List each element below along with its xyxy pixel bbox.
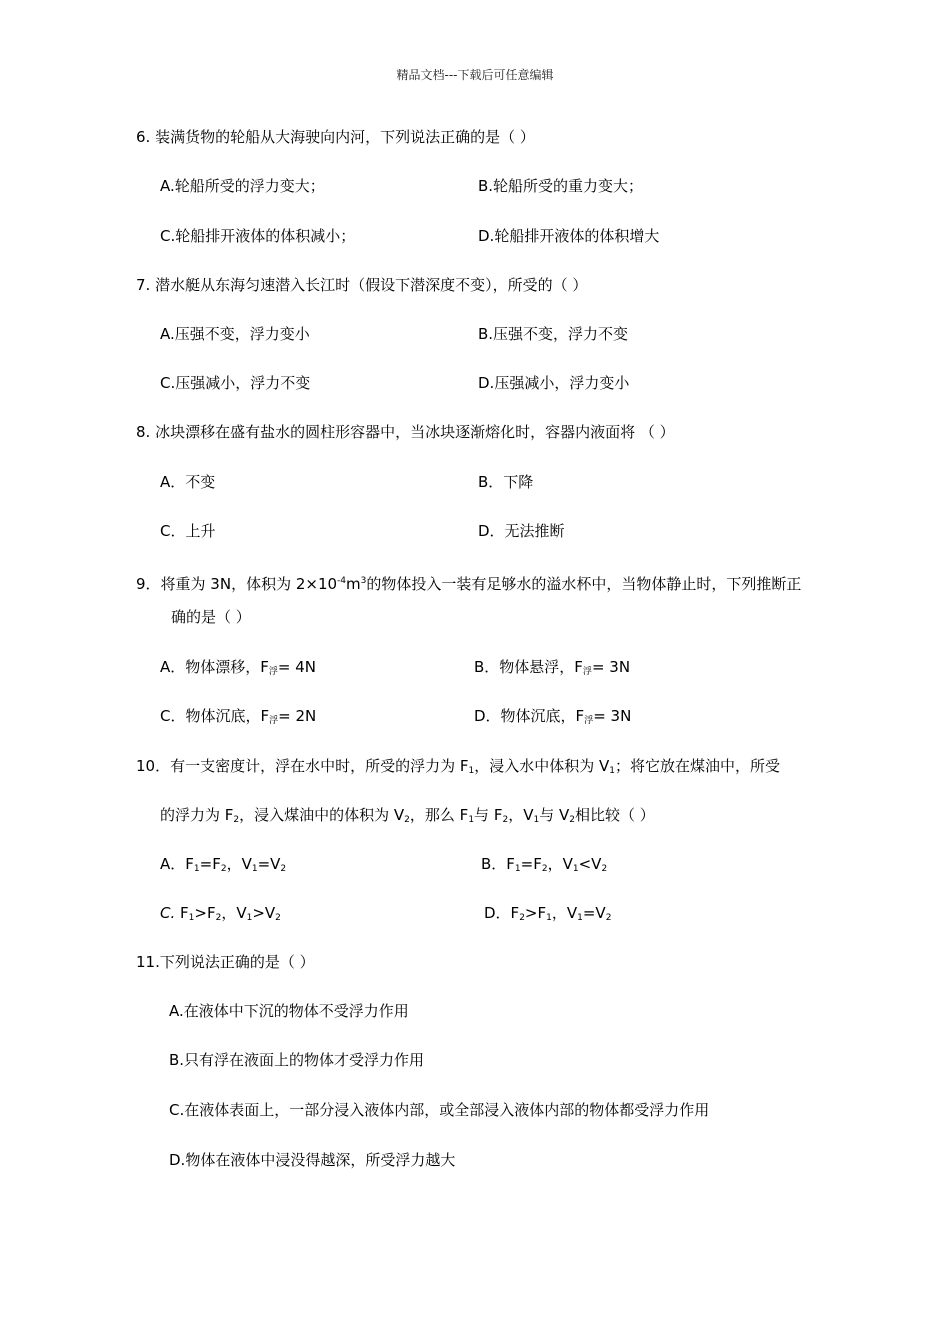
q10-d-s4: 2 xyxy=(605,913,612,923)
question-9-option-b xyxy=(474,657,630,682)
q10-d-t4: =V xyxy=(582,904,606,922)
q9-c-value: = 2N xyxy=(278,707,317,725)
q9-b-text: B．物体悬浮，F xyxy=(474,658,583,676)
q10-l2-text-4: 与 F xyxy=(474,806,503,824)
q10-c-s3: 1 xyxy=(246,913,253,923)
question-11-option-b: B.只有浮在液面上的物体才受浮力作用 xyxy=(169,1051,425,1069)
page-header: 精品文档---下载后可任意编辑 xyxy=(396,68,554,82)
question-9-stem-line2: 确的是（ ） xyxy=(171,608,251,626)
q10-a-s3: 1 xyxy=(251,864,258,874)
q10-d-s3: 1 xyxy=(577,913,583,923)
q10-c-t3: ，V xyxy=(221,904,247,922)
q10-a-t4: =V xyxy=(257,855,281,873)
q9-b-value: = 3N xyxy=(591,658,631,676)
question-6-option-b: B.轮船所受的重力变大； xyxy=(478,177,644,195)
question-10-option-d xyxy=(484,903,611,928)
q10-l2-text-2: ，浸入煤油中的体积为 V xyxy=(239,806,405,824)
question-10-stem xyxy=(136,756,780,781)
q10-b-s1: 1 xyxy=(514,864,521,874)
q9-d-subscript: 浮 xyxy=(584,716,594,726)
q10-c-t2: >F xyxy=(194,904,216,922)
q10-d-t2: >F xyxy=(524,904,547,922)
question-9-option-c xyxy=(160,706,316,731)
question-8-option-c: C．上升 xyxy=(160,522,216,540)
q10-sub-2: 1 xyxy=(609,766,615,776)
q10-d-t1: D．F xyxy=(484,904,520,922)
question-11-option-a: A.在液体中下沉的物体不受浮力作用 xyxy=(169,1002,409,1020)
q9-a-subscript: 浮 xyxy=(268,667,278,677)
q10-c-t4: >V xyxy=(252,904,276,922)
q10-c-t1: F xyxy=(175,904,189,922)
q10-sub-1: 1 xyxy=(468,766,475,776)
question-9-option-d xyxy=(474,706,631,731)
q10-c-label: C. xyxy=(160,904,176,922)
question-11-option-c: C.在液体表面上，一部分浸入液体内部，或全部浸入液体内部的物体都受浮力作用 xyxy=(169,1101,710,1119)
q9-b-subscript: 浮 xyxy=(582,667,592,677)
question-6-option-a: A.轮船所受的浮力变大； xyxy=(160,177,325,195)
question-9-stem xyxy=(136,571,801,594)
question-7-option-b: B.压强不变，浮力不变 xyxy=(478,325,629,343)
q10-l2-sub-1: 2 xyxy=(233,815,240,825)
q10-l2-text-5: ，V xyxy=(508,806,534,824)
q10-a-s4: 2 xyxy=(280,864,287,874)
q10-a-t1: A．F xyxy=(160,855,194,873)
question-7-stem: 7. 潜水艇从东海匀速潜入长江时（假设下潜深度不变），所受的（ ） xyxy=(136,276,588,294)
q10-b-t3: ，V xyxy=(547,855,573,873)
question-7-option-d: D.压强减小，浮力变小 xyxy=(478,374,630,392)
q9-stem-exponent: -4 xyxy=(337,576,347,586)
q10-b-s3: 1 xyxy=(572,864,579,874)
q10-b-t4: <V xyxy=(578,855,602,873)
q10-b-t2: =F xyxy=(520,855,542,873)
q10-c-s4: 2 xyxy=(275,913,281,923)
q9-a-text: A．物体漂移，F xyxy=(160,658,269,676)
q10-text-1: 10．有一支密度计，浮在水中时，所受的浮力为 F xyxy=(136,757,469,775)
question-6-stem: 6. 装满货物的轮船从大海驶向内河，下列说法正确的是（ ） xyxy=(136,128,535,146)
q10-l2-sub-2: 2 xyxy=(404,815,410,825)
q9-stem-text: 9．将重为 3N，体积为 2×10 xyxy=(136,575,338,593)
q10-d-s2: 1 xyxy=(546,913,552,923)
q10-l2-sub-5: 1 xyxy=(533,815,540,825)
q10-l2-text-1: 的浮力为 F xyxy=(160,806,234,824)
q10-l2-sub-3: 1 xyxy=(468,815,475,825)
q10-d-s1: 2 xyxy=(519,913,525,923)
q10-l2-text-6: 与 V xyxy=(539,806,570,824)
q10-text-3: ；将它放在煤油中，所受 xyxy=(615,757,781,775)
q10-b-s2: 2 xyxy=(541,864,548,874)
question-7-option-a: A.压强不变，浮力变小 xyxy=(160,325,310,343)
question-8-option-a: A．不变 xyxy=(160,473,216,491)
q10-l2-text-3: ，那么 F xyxy=(409,806,469,824)
q10-l2-sub-6: 2 xyxy=(569,815,575,825)
question-9-option-a xyxy=(160,657,316,682)
question-8-option-d: D．无法推断 xyxy=(478,522,565,540)
q10-b-t1: B．F xyxy=(481,855,515,873)
question-10-option-b xyxy=(481,854,607,879)
q10-text-2: ，浸入水中体积为 V xyxy=(474,757,610,775)
q9-stem-text-end: 的物体投入一装有足够水的溢水杯中，当物体静止时，下列推断正 xyxy=(366,575,802,593)
question-7-option-c: C.压强减小，浮力不变 xyxy=(160,374,311,392)
q9-stem-unit: m xyxy=(346,575,361,593)
q10-b-s4: 2 xyxy=(601,864,608,874)
q10-l2-text-7: 相比较（ ） xyxy=(574,806,655,824)
q10-c-s2: 2 xyxy=(215,913,222,923)
q10-c-s1: 1 xyxy=(188,913,195,923)
q9-d-text: D．物体沉底，F xyxy=(474,707,585,725)
q9-c-subscript: 浮 xyxy=(269,716,279,726)
question-11-stem: 11.下列说法正确的是（ ） xyxy=(136,953,315,971)
q10-a-s1: 1 xyxy=(193,864,200,874)
q9-c-text: C．物体沉底，F xyxy=(160,707,270,725)
q10-a-t2: =F xyxy=(199,855,221,873)
q10-a-t3: ，V xyxy=(226,855,252,873)
question-8-stem: 8. 冰块漂移在盛有盐水的圆柱形容器中，当冰块逐渐熔化时，容器内液面将 （ ） xyxy=(136,423,675,441)
question-6-option-d: D.轮船排开液体的体积增大 xyxy=(478,227,660,245)
question-10-option-a xyxy=(160,854,286,879)
question-8-option-b: B．下降 xyxy=(478,473,534,491)
question-6-option-c: C.轮船排开液体的体积减小； xyxy=(160,227,356,245)
question-10-option-c xyxy=(160,903,281,928)
q9-a-value: = 4N xyxy=(277,658,317,676)
q10-l2-sub-4: 2 xyxy=(502,815,509,825)
q9-stem-unit-exponent: 3 xyxy=(360,576,367,586)
question-10-stem-line2 xyxy=(160,805,655,830)
question-11-option-d: D.物体在液体中浸没得越深，所受浮力越大 xyxy=(169,1151,456,1169)
q10-d-t3: ，V xyxy=(551,904,578,922)
q9-d-value: = 3N xyxy=(593,707,632,725)
q10-a-s2: 2 xyxy=(220,864,227,874)
